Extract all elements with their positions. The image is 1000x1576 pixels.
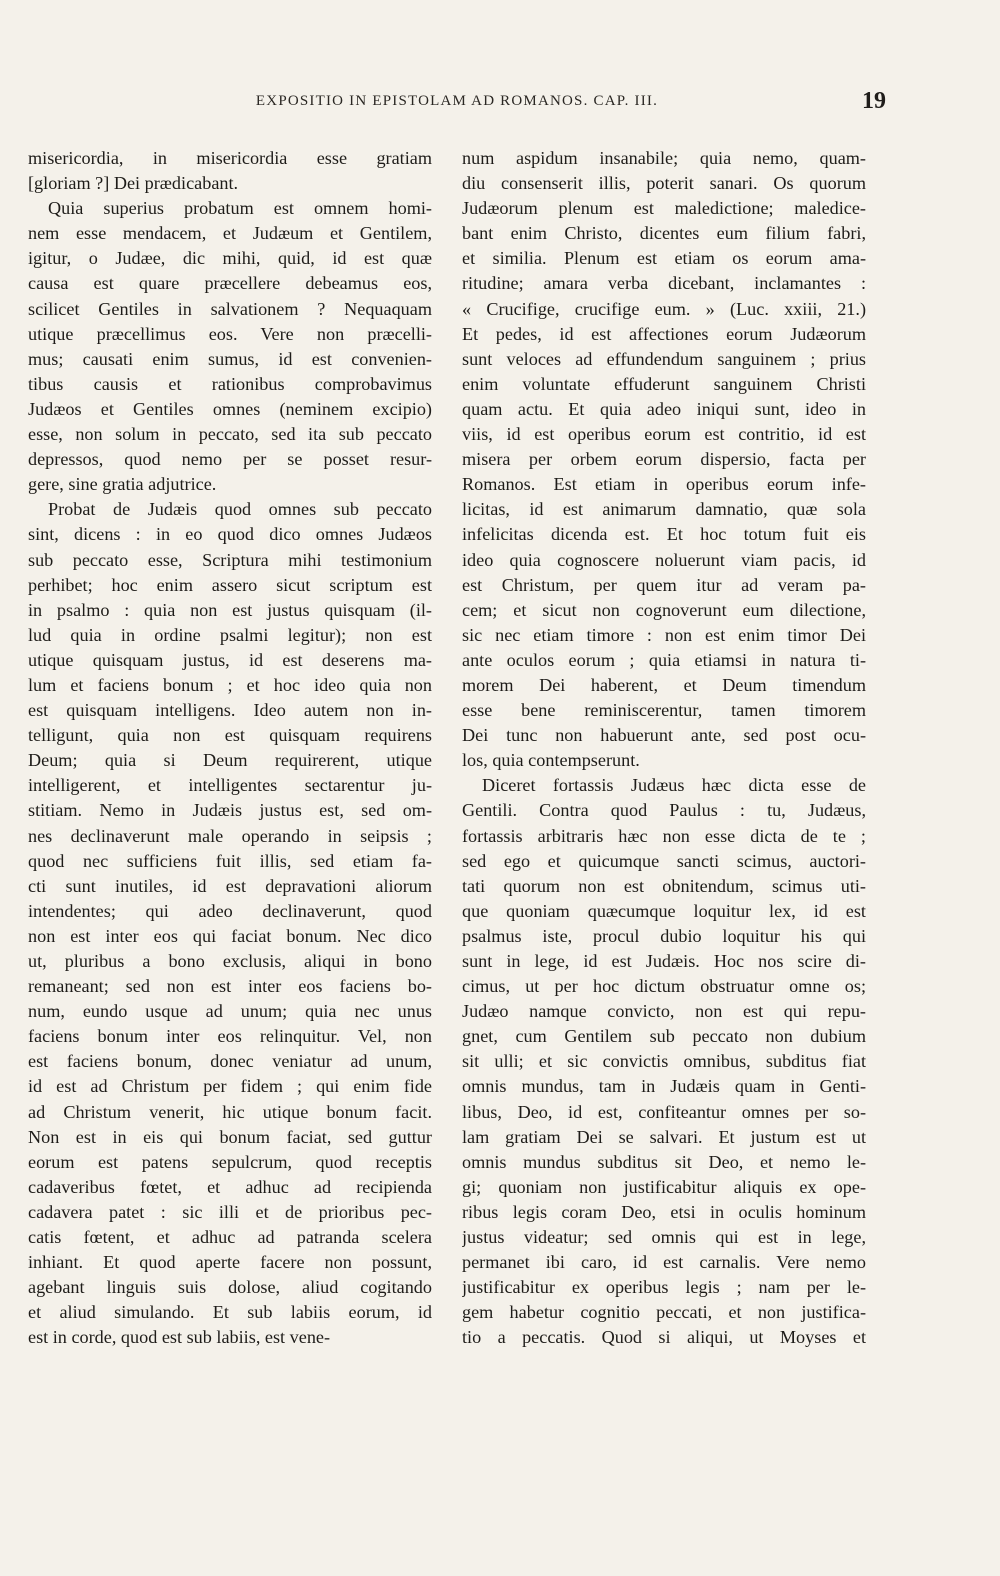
text-line: sed ego et quicumque sancti scimus, auctori- (462, 850, 866, 871)
text-line: tio a peccatis. Quod si aliqui, ut Moyses et (462, 1327, 866, 1348)
text-line: ad Christum venerit, hic utique bonum facit. (28, 1101, 432, 1122)
text-line: infelicitas dicenda est. Et hoc totum fuit eis (462, 524, 866, 545)
page-header (28, 88, 886, 123)
text-line: sub peccato esse, Scriptura mihi testimonium (28, 549, 432, 570)
text-line: sint, dicens : in eo quod dico omnes Judæos (28, 524, 432, 545)
text-line: Et pedes, id est affectiones eorum Judæorum (462, 323, 866, 344)
text-line: gere, sine gratia adjutrice. (28, 474, 217, 495)
text-line: justificabitur ex operibus legis ; nam per le- (462, 1277, 866, 1298)
text-line: sunt in lege, id est Judæis. Hoc nos scire di- (462, 951, 866, 971)
text-line: et similia. Plenum est etiam os eorum ama- (462, 248, 866, 269)
text-line: bant enim Christo, dicentes eum filium fabri, (462, 223, 866, 244)
text-line: Probat de Judæis quod omnes sub peccato (48, 499, 432, 520)
text-line: esse, non solum in peccato, sed ita sub peccato (28, 424, 432, 445)
text-line: cem; et sicut non cognoverunt eum dilectione, (462, 599, 866, 620)
text-line: morem Dei haberent, et Deum timendum (462, 674, 866, 695)
text-line: omnis mundus, tam in Judæis quam in Genti- (462, 1076, 866, 1097)
text-line: lud quia in ordine psalmi legitur); non est (28, 624, 432, 645)
text-line: tibus causis et rationibus comprobavimus (28, 373, 432, 394)
text-line: num aspidum insanabile; quia nemo, quam- (462, 148, 866, 168)
text-line: Dei tunc non habuerunt ante, sed post ocu- (462, 725, 866, 746)
text-line: in psalmo : quia non est justus quisquam (il- (28, 599, 432, 620)
text-line: cimus, ut per hoc dictum obstruatur omne os; (462, 976, 866, 997)
text-line: sit ulli; et sic convictis omnibus, subditus fiat (462, 1051, 866, 1072)
text-line: Romanos. Est etiam in operibus eorum infe- (462, 474, 866, 495)
text-line: viis, id est operibus eorum est contritio, id est (462, 424, 866, 445)
text-line: stitiam. Nemo in Judæis justus est, sed om- (28, 800, 432, 821)
text-line: sic nec etiam timore : non est enim timor Dei (462, 624, 866, 645)
text-line: utique quisquam justus, id est deserens ma- (28, 649, 432, 670)
text-line: ut, pluribus a bono exclusis, aliqui in bono (28, 951, 432, 971)
page-number: 19 (862, 88, 886, 114)
text-line: esse bene reminiscerentur, tamen timorem (462, 700, 866, 721)
text-line: lum et faciens bonum ; et hoc ideo quia non (28, 674, 432, 695)
text-line: igitur, o Judæe, dic mihi, quid, id est quæ (28, 248, 432, 269)
text-line: quod nec sufficiens fuit illis, sed etiam fa- (28, 850, 432, 871)
text-line: Judæorum plenum est maledictione; maledice- (462, 198, 866, 219)
text-line: nem esse mendacem, et Judæum et Gentilem, (28, 223, 432, 244)
text-line: tati quorum non est obnitendum, scimus uti- (462, 875, 866, 896)
text-line: ante oculos eorum ; quia etiamsi in natura ti- (462, 649, 866, 670)
text-line: nes declinaverunt male operando in seipsis ; (28, 825, 432, 846)
text-line: et aliud simulando. Et sub labiis eorum, id (28, 1302, 432, 1323)
text-line: remaneant; sed non est inter eos faciens bo- (28, 976, 432, 997)
text-columns (28, 146, 866, 1346)
text-line: eorum est patens sepulcrum, quod receptis (28, 1151, 432, 1172)
text-line: ideo quia cognoscere noluerunt viam pacis, id (462, 549, 866, 570)
text-line: que quoniam quæcumque loquitur lex, id est (462, 900, 866, 921)
text-line: quam actu. Et quia adeo iniqui sunt, ideo in (462, 398, 866, 419)
text-line: est faciens bonum, donec veniatur ad unum, (28, 1051, 432, 1072)
right-column (462, 146, 866, 1351)
text-line: Non est in eis qui bonum faciat, sed guttur (28, 1126, 432, 1147)
text-line: catis fœtent, et adhuc ad patranda scelera (28, 1227, 432, 1248)
text-line: ritudine; amara verba dicebant, inclamantes : (462, 273, 866, 294)
text-line: cadaveribus fœtet, et adhuc ad recipienda (28, 1176, 432, 1197)
text-line: causa est quare præcellere debeamus eos, (28, 273, 432, 294)
text-line: non est inter eos qui faciat bonum. Nec dico (28, 925, 432, 946)
text-line: num, eundo usque ad unum; quia nec unus (28, 1001, 432, 1022)
text-line: gnet, cum Gentilem sub peccato non dubium (462, 1026, 866, 1047)
text-line: intelligerent, et intelligentes sectarentur ju- (28, 775, 432, 796)
text-line: est in corde, quod est sub labiis, est vene- (28, 1327, 331, 1348)
text-line: [gloriam ?] Dei prædicabant. (28, 173, 239, 194)
text-line: licitas, id est animarum damnatio, quæ sola (462, 499, 866, 520)
text-line: diu consenserit illis, poterit sanari. Os quorum (462, 173, 866, 194)
text-line: Gentili. Contra quod Paulus : tu, Judæus, (462, 800, 866, 821)
text-line: Quia superius probatum est omnem homi- (48, 198, 432, 219)
text-line: depressos, quod nemo per se posset resur- (28, 449, 432, 470)
text-line: psalmus iste, procul dubio loquitur his qui (462, 925, 866, 946)
text-line: telligunt, quia non est quisquam requirens (28, 725, 432, 746)
text-line: Diceret fortassis Judæus hæc dicta esse de (482, 775, 866, 796)
text-line: justus videatur; sed omnis qui est in lege, (462, 1227, 866, 1248)
text-line: los, quia contempserunt. (462, 750, 640, 771)
text-line: permanet ibi caro, id est carnalis. Vere nemo (462, 1252, 866, 1273)
text-line: misera per orbem eorum dispersio, facta per (462, 449, 866, 470)
text-line: gem habetur cognitio peccati, et non justifica- (462, 1302, 866, 1323)
text-line: Deum; quia si Deum requirerent, utique (28, 750, 432, 771)
text-line: utique præcellimus eos. Vere non præcelli- (28, 323, 432, 344)
text-line: gi; quoniam non justificabitur aliquis ex ope- (462, 1176, 866, 1197)
text-line: faciens bonum inter eos relinquitur. Vel, non (28, 1026, 432, 1047)
text-line: cti sunt inutiles, id est depravationi aliorum (28, 875, 432, 896)
text-line: scilicet Gentiles in salvationem ? Nequaquam (28, 298, 432, 319)
text-line: Judæos et Gentiles omnes (neminem excipio) (28, 398, 432, 419)
running-title: EXPOSITIO IN EPISTOLAM AD ROMANOS. CAP. III. (255, 93, 659, 109)
text-line: ribus legis coram Deo, etsi in oculis hominum (462, 1201, 866, 1222)
left-column (28, 146, 432, 1351)
text-line: mus; causati enim sumus, id est convenien- (28, 348, 432, 369)
text-line: misericordia, in misericordia esse gratiam (28, 148, 432, 168)
text-line: est Christum, per quem itur ad veram pa- (462, 574, 866, 595)
text-line: enim voluntate effuderunt sanguinem Christi (462, 373, 866, 394)
text-line: inhiant. Et quod aperte facere non possunt, (28, 1252, 432, 1273)
text-line: Judæo namque convicto, non est qui repu- (462, 1001, 866, 1022)
text-line: id est ad Christum per fidem ; qui enim fide (28, 1076, 432, 1097)
text-line: lam gratiam Dei se salvari. Et justum est ut (462, 1126, 866, 1147)
text-line: omnis mundus subditus sit Deo, et nemo le- (462, 1151, 866, 1172)
text-line: libus, Deo, id est, confiteantur omnes per so- (462, 1101, 866, 1122)
text-line: sunt veloces ad effundendum sanguinem ; prius (462, 348, 866, 369)
text-line: cadavera patet : sic illi et de prioribus pec- (28, 1201, 432, 1222)
text-line: est quisquam intelligens. Ideo autem non in- (28, 700, 432, 721)
text-line: intendentes; qui adeo declinaverunt, quod (28, 900, 432, 921)
text-line: agebant linguis suis dolose, aliud cogitando (28, 1277, 432, 1298)
text-line: fortassis arbitraris hæc non esse dicta de te ; (462, 825, 866, 846)
text-line: « Crucifige, crucifige eum. » (Luc. xxiii, 21.) (462, 298, 866, 319)
text-line: perhibet; hoc enim assero sicut scriptum est (28, 574, 432, 595)
